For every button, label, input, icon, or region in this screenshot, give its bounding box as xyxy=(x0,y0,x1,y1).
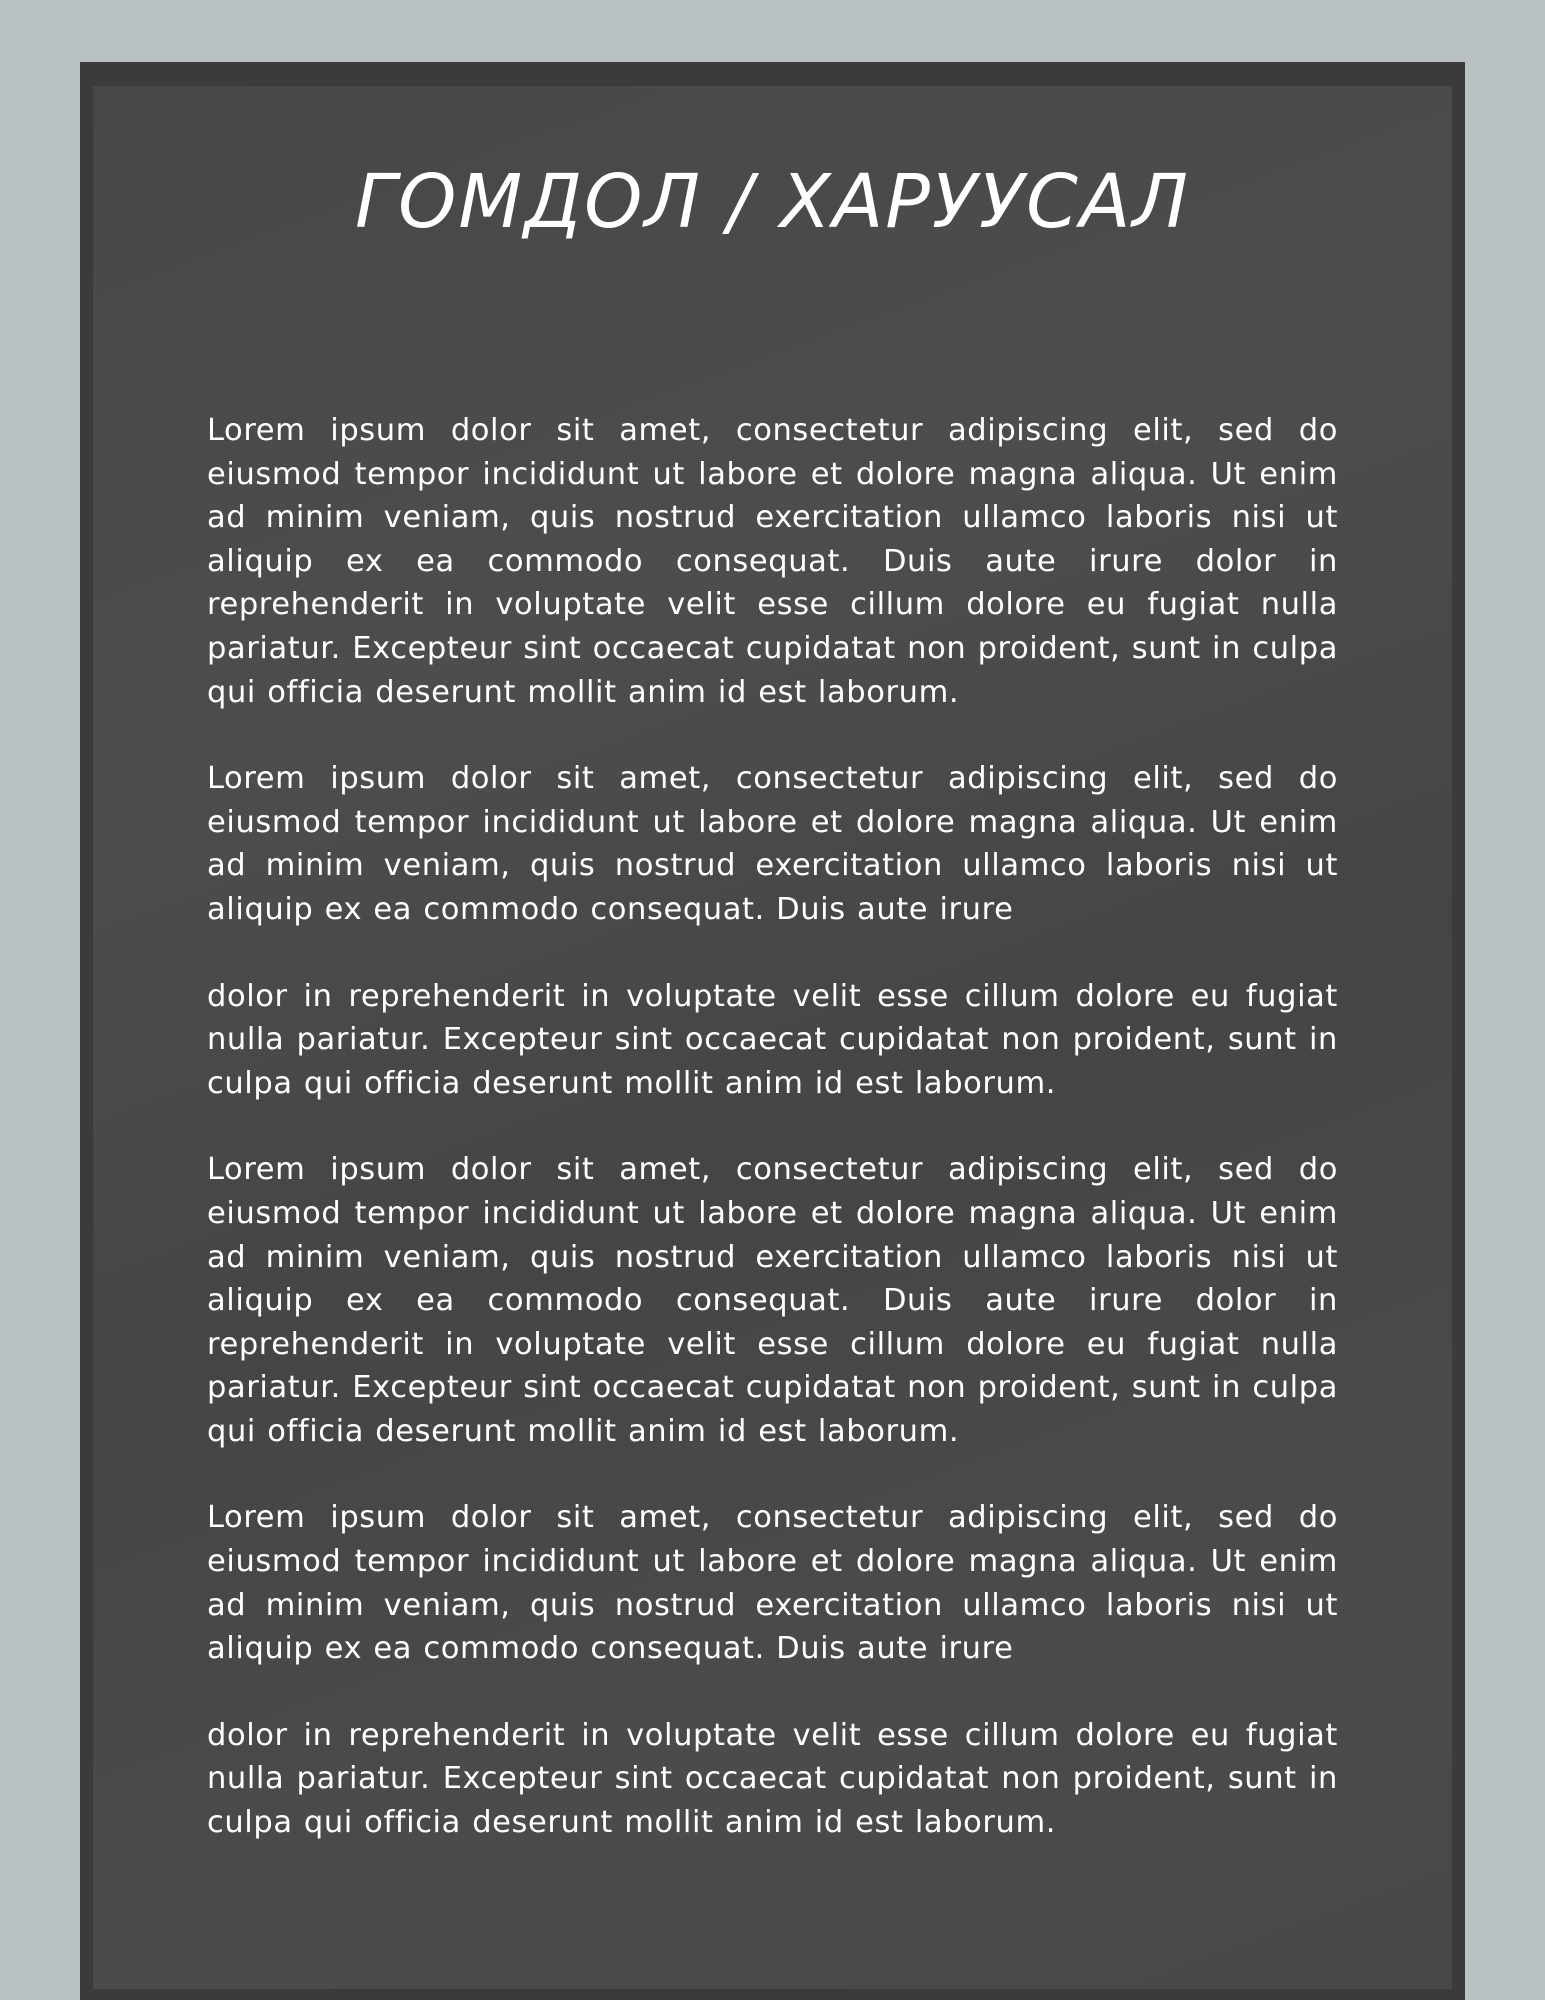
paragraph-4: Lorem ipsum dolor sit amet, consectetur adipiscing elit, sed do eiusmod tempor incididunt ut labore et dolore magna aliqua. Ut enim ad minim veniam, quis nostrud exercitation ullamco laboris nisi ut aliquip ex ea commodo consequat. Duis aute irure dolor in reprehenderit in voluptate velit esse cillum dolore eu fugiat nulla pariatur. Excepteur sint occaecat cupidatat non proident, sunt in culpa qui officia deserunt mollit anim id est laborum. xyxy=(207,1152,1338,1449)
page-title: ГОМДОЛ / ХАРУУСАЛ xyxy=(354,159,1191,245)
paragraph-6: dolor in reprehenderit in voluptate velit esse cillum dolore eu fugiat nulla pariatur. Excepteur sint occaecat cupidatat non proident, sunt in culpa qui officia deserunt mollit anim id est laborum. xyxy=(207,1717,1338,1841)
paragraph-3: dolor in reprehenderit in voluptate velit esse cillum dolore eu fugiat nulla pariatur. Excepteur sint occaecat cupidatat non proident, sunt in culpa qui officia deserunt mollit anim id est laborum. xyxy=(207,978,1338,1101)
document-frame xyxy=(80,62,1465,2000)
paragraph-1: Lorem ipsum dolor sit amet, consectetur adipiscing elit, sed do eiusmod tempor incididunt ut labore et dolore magna aliqua. Ut enim ad minim veniam, quis nostrud exercitation ullamco laboris nisi ut aliquip ex ea commodo consequat. Duis aute irure dolor in reprehenderit in voluptate velit esse cillum dolore eu fugiat nulla pariatur. Excepteur sint occaecat cupidatat non proident, sunt in culpa qui officia deserunt mollit anim id est laborum. xyxy=(207,413,1338,710)
document-board xyxy=(93,86,1452,1989)
body-text xyxy=(207,409,1338,1888)
paragraph-5: Lorem ipsum dolor sit amet, consectetur adipiscing elit, sed do eiusmod tempor incididunt ut labore et dolore magna aliqua. Ut enim ad minim veniam, quis nostrud exercitation ullamco laboris nisi ut aliquip ex ea commodo consequat. Duis aute irure xyxy=(207,1500,1338,1667)
paragraph-2: Lorem ipsum dolor sit amet, consectetur adipiscing elit, sed do eiusmod tempor incididunt ut labore et dolore magna aliqua. Ut enim ad minim veniam, quis nostrud exercitation ullamco laboris nisi ut aliquip ex ea commodo consequat. Duis aute irure xyxy=(207,761,1338,927)
